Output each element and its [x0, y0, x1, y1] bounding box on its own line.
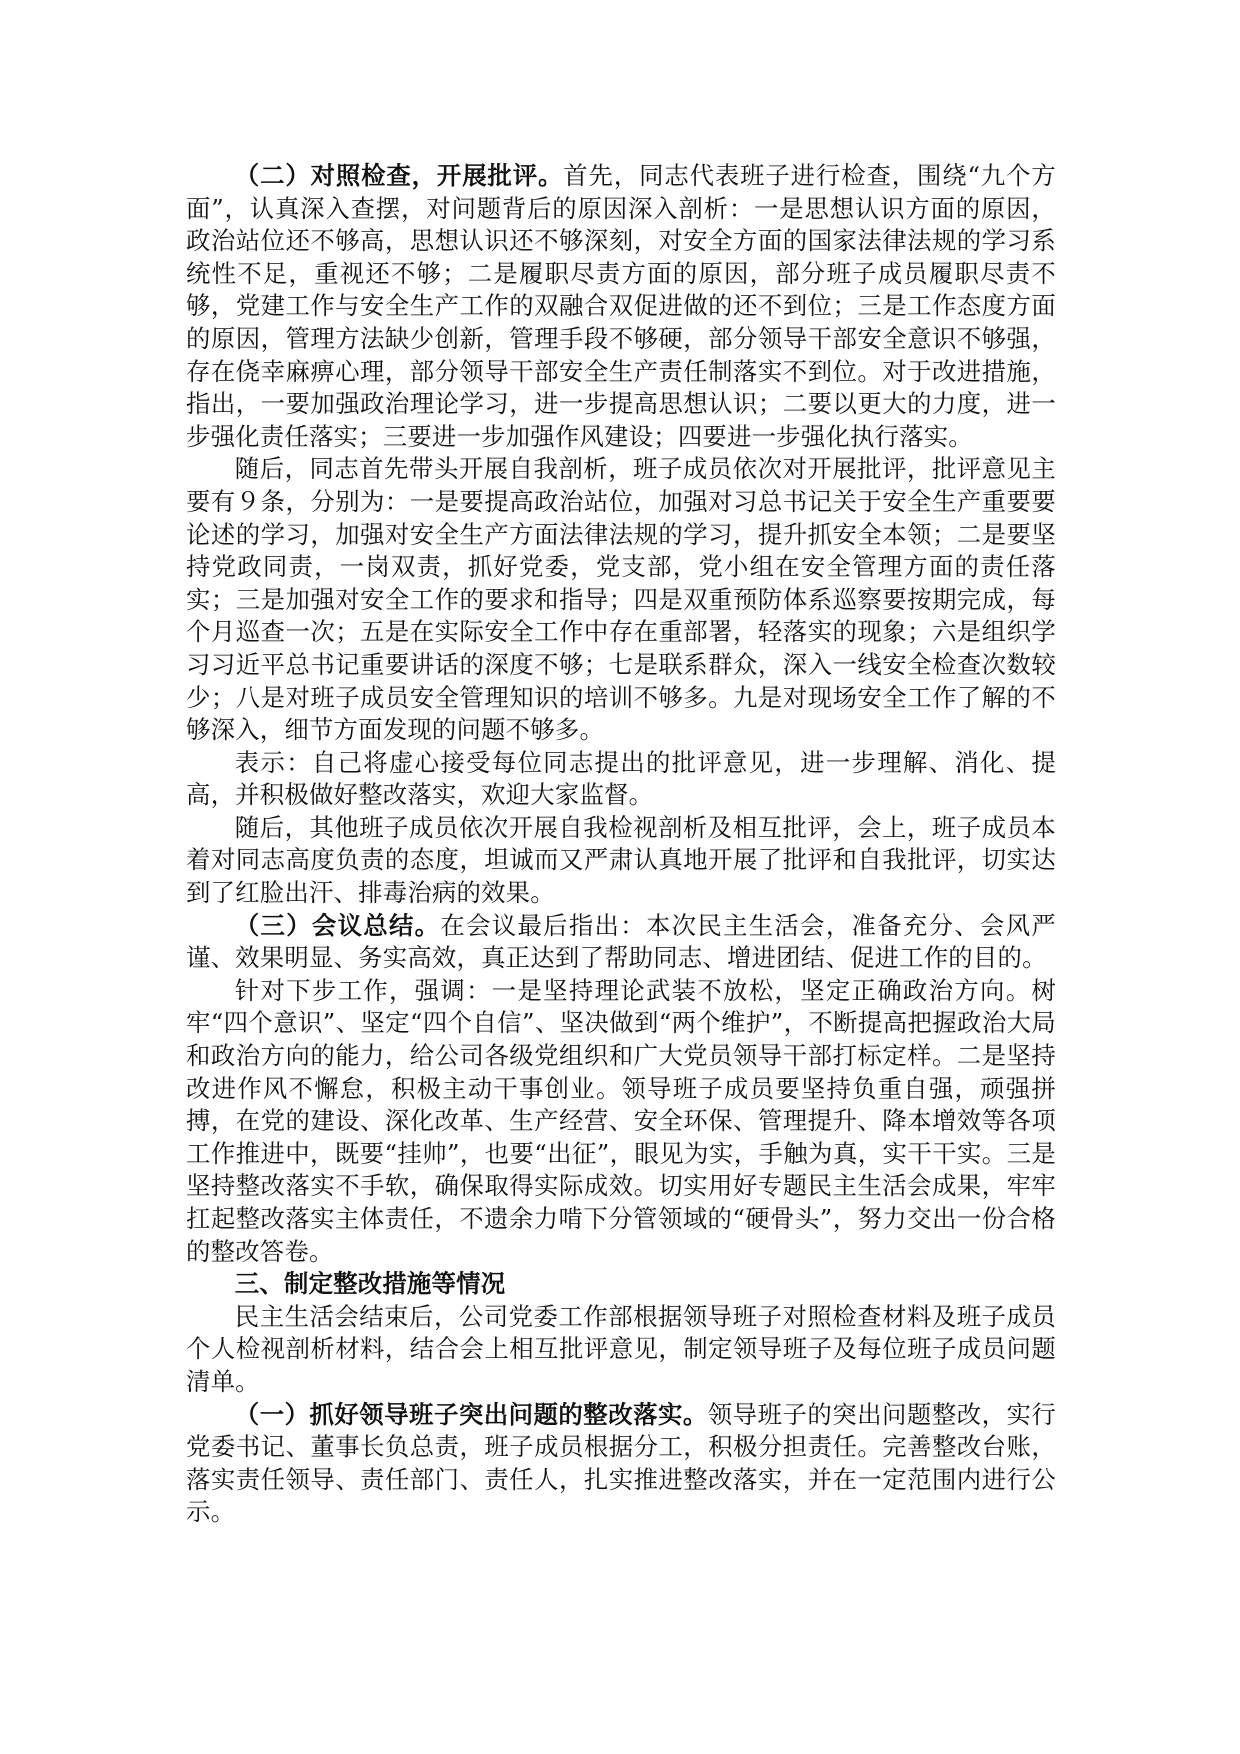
paragraph-problem-list [186, 1301, 1056, 1399]
section-heading-main: 三、制定整改措施等情况 [234, 1269, 506, 1299]
section-heading-2: （二）对照检查，开展批评。 [234, 161, 564, 190]
document-page [186, 160, 1056, 1529]
paragraph-text: 随后，同志首先带头开展自我剖析，班子成员依次对开展批评，批评意见主要有９条，分别为：一是要提高政治站位，加强对习总书记关于安全生产重要要论述的学习，加强对安全生产方面法律法规的学习，提升抓安全本领；二是要坚持党政同责，一岗双责，抓好党委，党支部，党小组在安全管理方面的责任落实；三是加强对安全工作的要求和指导；四是双重预防体系巡察要按期完成，每个月巡查一次；五是在实际安全工作中存在重部署，轻落实的现象；六是组织学习习近平总书记重要讲话的深度不够；七是联系群众，深入一线安全检查次数较少；八是对班子成员安全管理知识的培训不够多。九是对现场安全工作了解的不够深入，细节方面发现的问题不够多。 [186, 454, 1056, 745]
paragraph-text: 民主生活会结束后，公司党委工作部根据领导班子对照检查材料及班子成员个人检视剖析材料，结合会上相互批评意见，制定领导班子及每位班子成员问题清单。 [186, 1301, 1056, 1396]
paragraph-text: 首先，同志代表班子进行检查，围绕“九个方面”，认真深入查摆，对问题背后的原因深入剖析：一是思想认识方面的原因，政治站位还不够高，思想认识还不够深刻，对安全方面的国家法律法规的学习系统性不足，重视还不够；二是履职尽责方面的原因，部分班子成员履职尽责不够，党建工作与安全生产工作的双融合双促进做的还不到位；三是工作态度方面的原因，管理方法缺少创新，管理手段不够硬，部分领导干部安全意识不够强，存在侥幸麻痹心理，部分领导干部安全生产责任制落实不到位。对于改进措施，指出，一要加强政治理论学习，进一步提高思想认识；二要以更大的力度，进一步强化责任落实；三要进一步加强作风建设；四要进一步强化执行落实。 [186, 161, 1056, 451]
paragraph-next-steps [186, 975, 1056, 1268]
paragraph-text: 表示：自己将虚心接受每位同志提出的批评意见，进一步理解、消化、提高，并积极做好整改落实，欢迎大家监督。 [186, 747, 1056, 810]
paragraph-contrast-check [186, 160, 1056, 453]
paragraph-self-analysis [186, 453, 1056, 746]
section-heading-1: （一）抓好领导班子突出问题的整改落实。 [234, 1399, 708, 1429]
paragraph-response [186, 747, 1056, 812]
paragraph-text: 在会议最后指出：本次民主生活会，准备充分、会风严谨、效果明显、务实高效，真正达到了帮助同志、增进团结、促进工作的目的。 [186, 910, 1056, 973]
paragraph-text: 针对下步工作，强调：一是坚持理论武装不放松，坚定正确政治方向。树牢“四个意识”、坚定“四个自信”、坚决做到“两个维护”，不断提高把握政治大局和政治方向的能力，给公司各级党组织和广大党员领导干部打标定样。二是坚持改进作风不懈怠，积极主动干事创业。领导班子成员要坚持负重自强，顽强拼搏，在党的建设、深化改革、生产经营、安全环保、管理提升、降本增效等各项工作推进中，既要“挂帅”，也要“出征”，眼见为实，手触为真，实干干实。三是坚持整改落实不手软，确保取得实际成效。切实用好专题民主生活会成果，牢牢扛起整改落实主体责任，不遗余力啃下分管领域的“硬骨头”，努力交出一份合格的整改答卷。 [186, 975, 1056, 1266]
section-heading-3: （三）会议总结。 [234, 910, 441, 940]
paragraph-mutual-criticism [186, 812, 1056, 910]
paragraph-text: 随后，其他班子成员依次开展自我检视剖析及相互批评，会上，班子成员本着对同志高度负责的态度，坦诚而又严肃认真地开展了批评和自我批评，切实达到了红脸出汗、排毒治病的效果。 [186, 812, 1056, 908]
paragraph-meeting-summary [186, 910, 1056, 975]
paragraph-text: 领导班子的突出问题整改，实行党委书记、董事长负总责，班子成员根据分工，积极分担责任。完善整改台账，落实责任领导、责任部门、责任人，扎实推进整改落实，并在一定范围内进行公示。 [186, 1399, 1056, 1527]
paragraph-leadership-rectification [186, 1399, 1056, 1529]
section-title-rectification [186, 1268, 1056, 1301]
